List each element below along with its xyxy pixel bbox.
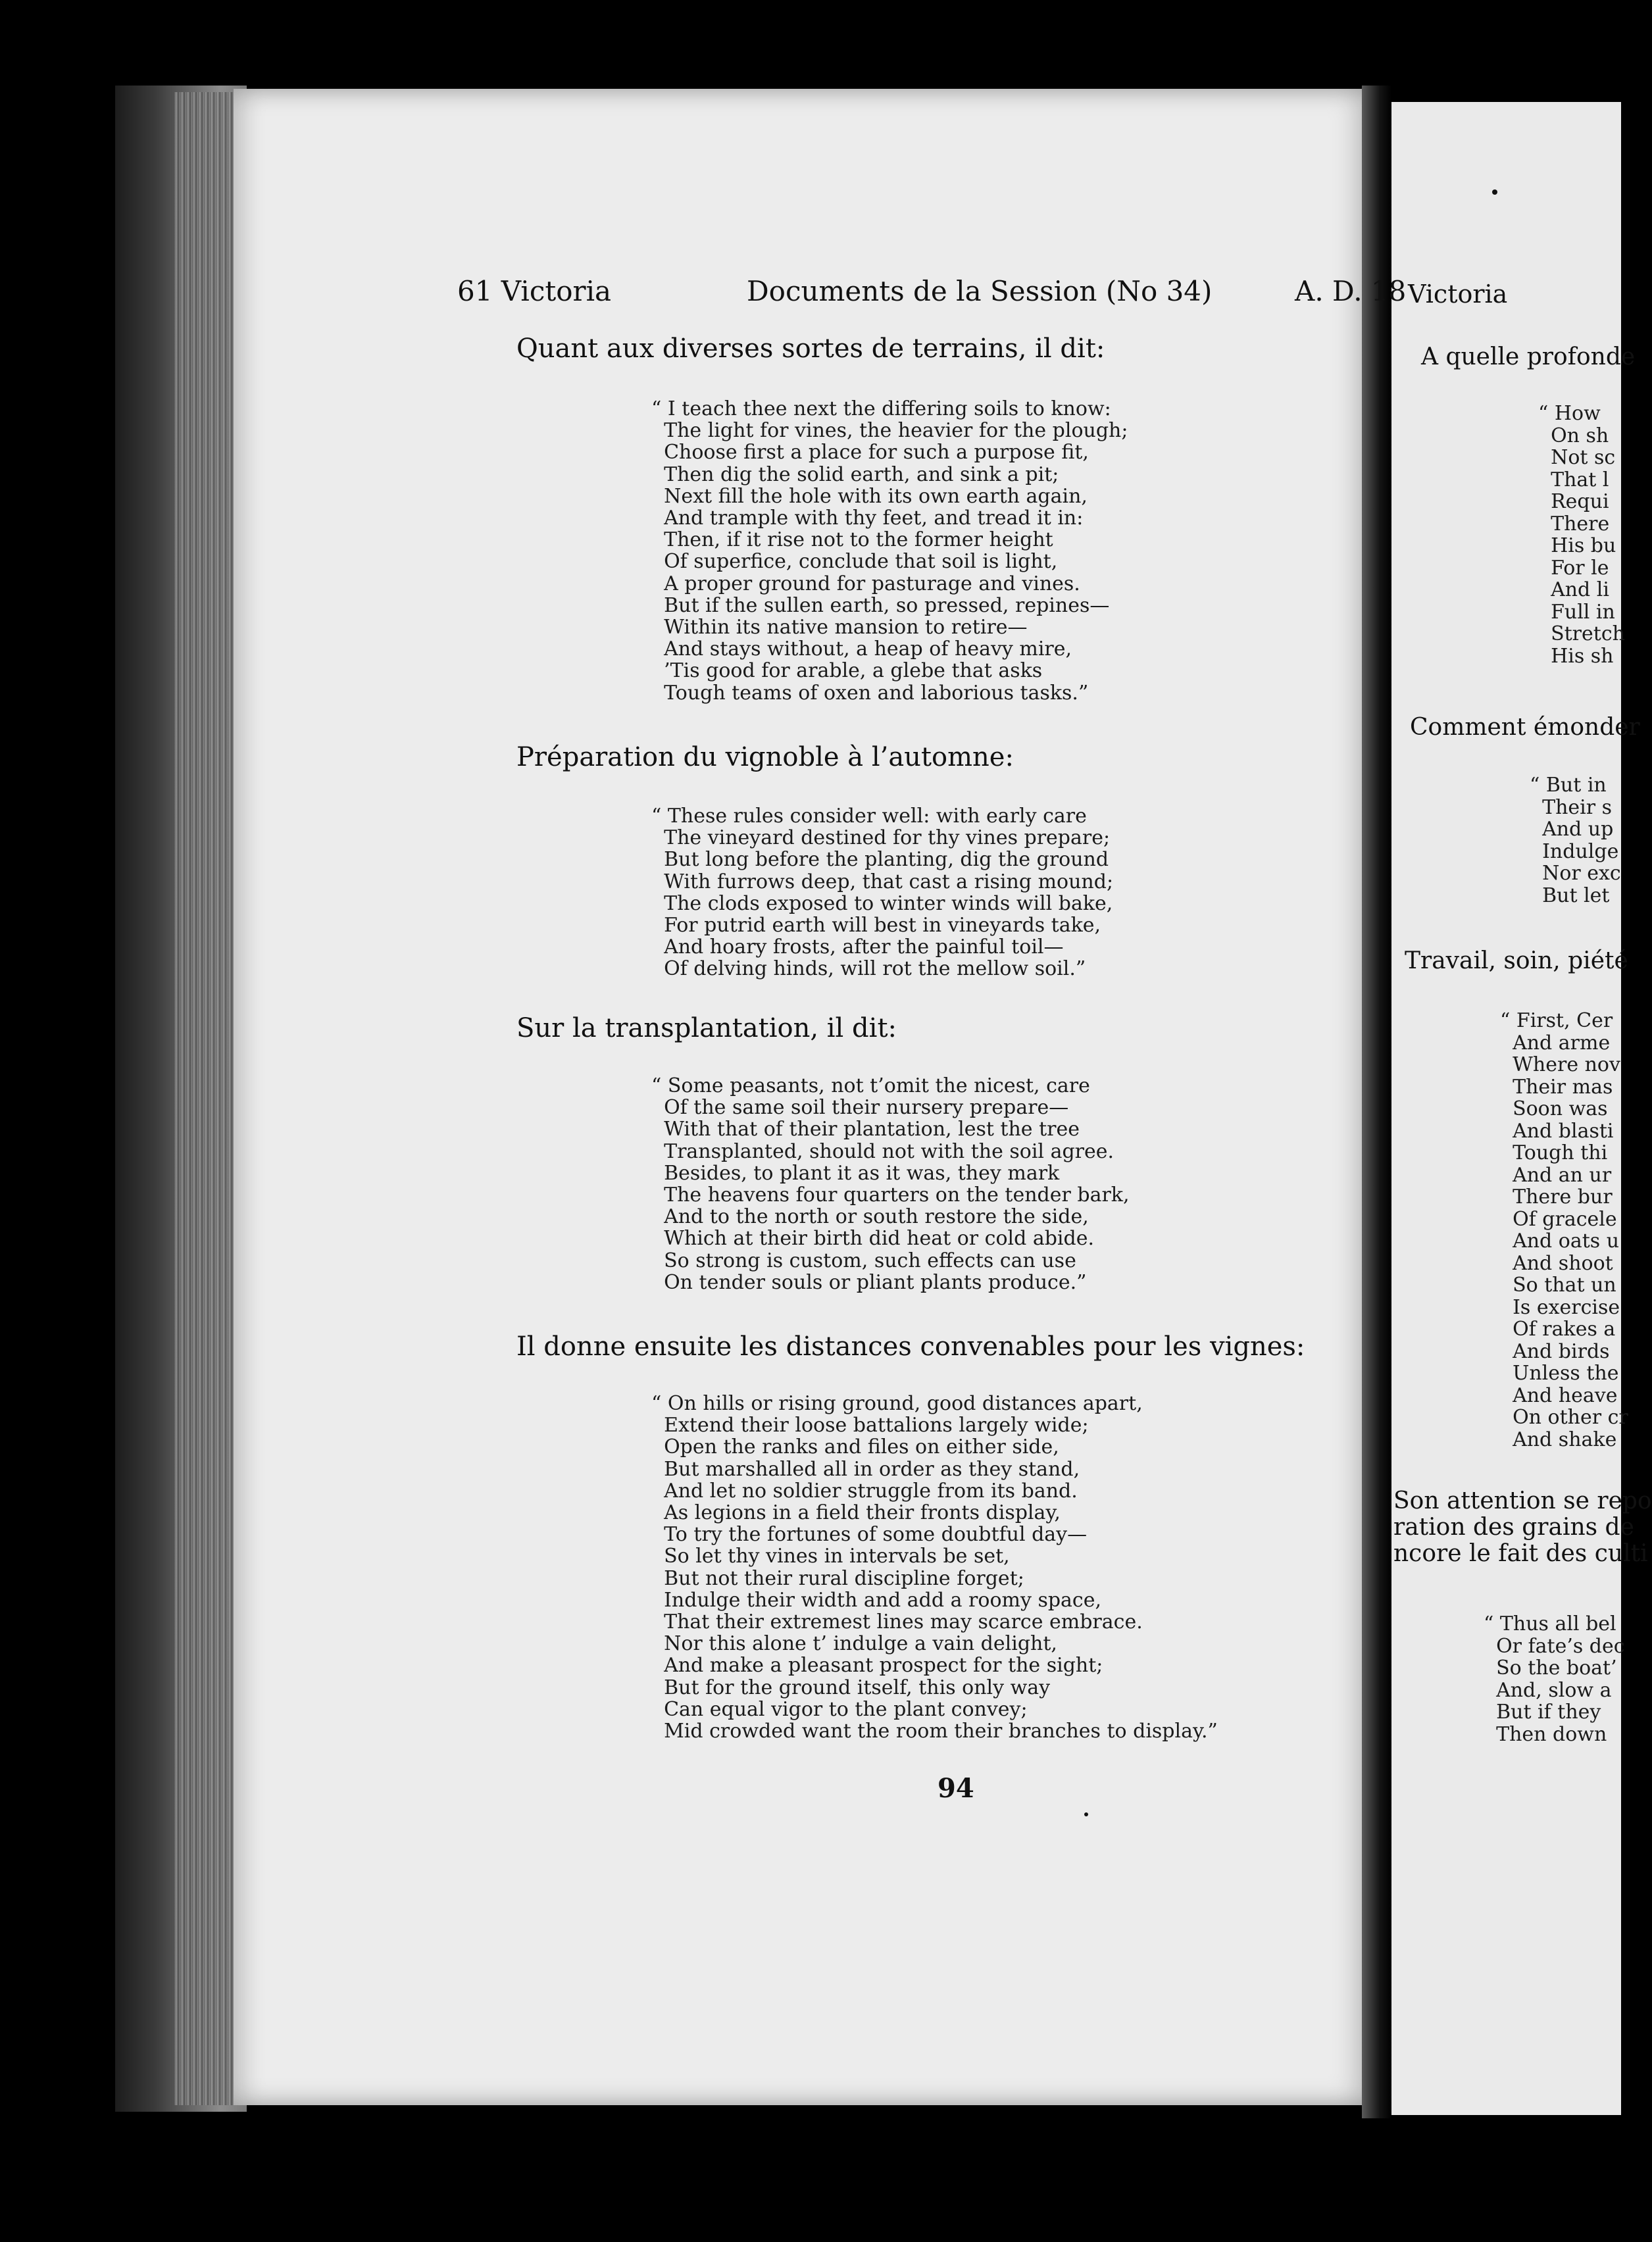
verse-block: “ Some peasants, not t’omit the nicest, care Of the same soil their nursery prepare— With that of their plantation, lest the tree Transplanted, should not with the soil agree. Besides, to plant it as it was, they mark The heavens four quarters on the tender bark, And to the north or south restore the side, Which at their birth did heat or cold abide. So strong is custom, such effects can use On tender souls or pliant plants produce.” (651, 1074, 1130, 1294)
section-intro: Quant aux diverses sortes de terrains, il dit: (516, 334, 1105, 364)
book-gutter (1362, 86, 1391, 2118)
right-verse: “ Thus all bel Or fate’s dec So the boat’ And, slow a But if they Then down (1484, 1612, 1625, 1746)
header-left: 61 Victoria (457, 275, 612, 307)
right-intro: Comment émonder (1410, 714, 1640, 741)
section-intro: Préparation du vignoble à l’automne: (516, 742, 1014, 772)
page-edges (174, 92, 234, 2105)
right-verse: “ First, Cer And arme Where nov Their mas Soon was And blasti Tough thi And an ur There bur Of gracele And oats u And shoot So that un Is exercise Of rakes a And birds Unless the And heave On other cr And shake (1500, 1009, 1628, 1451)
section-intro: Il donne ensuite les distances convenables pour les vignes: (516, 1332, 1305, 1362)
right-intro: Travail, soin, piété (1405, 947, 1628, 974)
right-intro: A quelle profonde (1421, 343, 1636, 370)
header-center: Documents de la Session (No 34) (747, 275, 1213, 307)
right-verse: “ But in Their s And up Indulge Nor exc But let (1530, 774, 1621, 907)
right-header: Victoria (1408, 280, 1508, 309)
right-intro: Son attention se repo ration des grains de ncore le fait des culti (1393, 1487, 1652, 1567)
header-right: A. D. 18 (1295, 275, 1407, 307)
verse-block: “ These rules consider well: with early care The vineyard destined for thy vines prepare; But long before the planting, dig the ground With furrows deep, that cast a rising mound; The clods exposed to winter winds will bake, For putrid earth will best in vineyards take, And hoary frosts, after the painful toil— Of delving hinds, will rot the mellow soil.” (651, 805, 1114, 981)
verse-block: “ I teach thee next the differing soils to know: The light for vines, the heavier for the plough; Choose first a place for such a purpose fit, Then dig the solid earth, and sink a pit; Next fill the hole with its own earth again, And trample with thy feet, and tread it in: Then, if it rise not to the former height Of superfice, conclude that soil is light, A proper ground for pasturage and vines. But if the sullen earth, so pressed, repines— Within its native mansion to retire— And stays without, a heap of heavy mire, ’Tis good for arable, a glebe that asks Tough teams of oxen and laborious tasks.” (651, 397, 1128, 705)
scan-speck (1084, 1812, 1088, 1816)
right-verse: “ How On sh Not sc That l Requi There His bu For le And li Full in Stretch His sh (1538, 402, 1625, 668)
verse-block: “ On hills or rising ground, good distances apart, Extend their loose battalions largely wide; Open the ranks and files on either side, But marshalled all in order as they stand, And let no soldier struggle from its band. As legions in a field their fronts display, To try the fortunes of some doubtful day— So let thy vines in intervals be set, But not their rural discipline forget; Indulge their width and add a roomy space, That their extremest lines may scarce embrace. Nor this alone t’ indulge a vain delight, And make a pleasant prospect for the sight; But for the ground itself, this only way Can equal vigor to the plant convey; Mid crowded want the room their branches to display.” (651, 1392, 1218, 1743)
scan-speck (1492, 189, 1497, 195)
page-number: 94 (938, 1773, 974, 1804)
section-intro: Sur la transplantation, il dit: (516, 1013, 897, 1043)
